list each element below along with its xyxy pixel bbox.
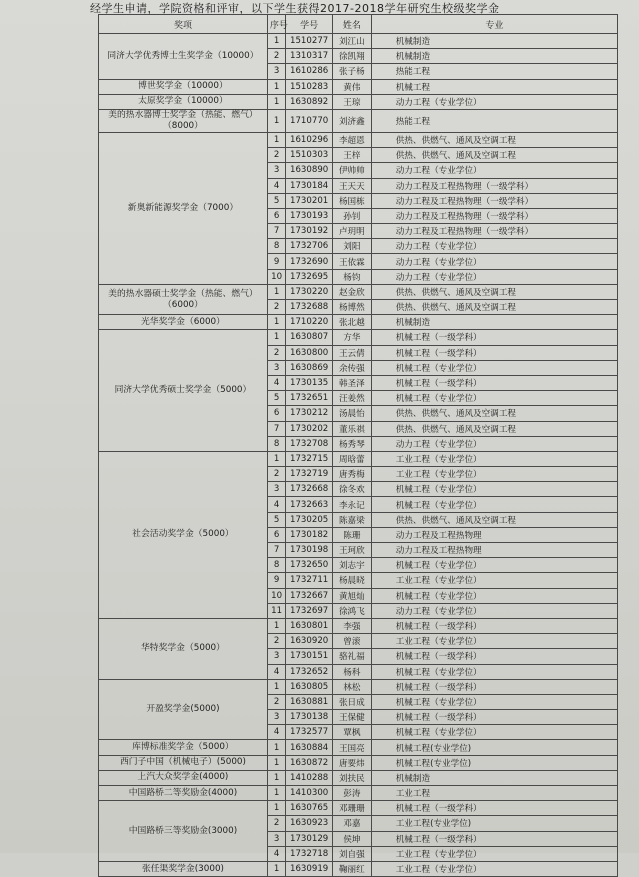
major-cell: 工业工程（专业学位） xyxy=(371,467,617,482)
major-cell: 动力工程及工程热物理 xyxy=(371,543,617,558)
student-id-cell: 1732697 xyxy=(286,603,333,618)
student-id-cell: 1730202 xyxy=(286,421,333,436)
student-id-cell: 1730198 xyxy=(286,543,333,558)
award-name: 新奥新能源奖学金（7000） xyxy=(99,132,268,284)
student-name-cell: 彭涛 xyxy=(333,786,372,801)
table-row xyxy=(99,801,618,816)
major-cell: 供热、供燃气、通风及空调工程 xyxy=(371,132,617,147)
header-seq: 序号 xyxy=(267,15,285,34)
seq-cell: 1 xyxy=(267,679,285,694)
student-name-cell: 余传强 xyxy=(333,360,372,375)
table-body xyxy=(99,34,618,877)
student-name-cell: 王梓 xyxy=(333,148,372,163)
seq-cell: 1 xyxy=(267,284,285,299)
seq-cell: 11 xyxy=(267,603,285,618)
seq-cell: 1 xyxy=(267,315,285,330)
major-cell: 机械制造 xyxy=(371,770,617,785)
student-name-cell: 鞠丽红 xyxy=(333,861,372,876)
student-id-cell: 1630800 xyxy=(286,345,333,360)
seq-cell: 9 xyxy=(267,254,285,269)
table-row xyxy=(99,79,618,94)
award-name: 博世奖学金（10000） xyxy=(99,79,268,94)
student-name-cell: 陈珊 xyxy=(333,527,372,542)
student-id-cell: 1730138 xyxy=(286,710,333,725)
student-id-cell: 1630892 xyxy=(286,94,333,109)
seq-cell: 1 xyxy=(267,330,285,345)
award-name: 张任渠奖学金(3000) xyxy=(99,861,268,876)
major-cell: 工业工程 xyxy=(371,786,617,801)
major-cell: 机械工程（一级学科） xyxy=(371,710,617,725)
seq-cell: 10 xyxy=(267,269,285,284)
award-name: 华特奖学金（5000） xyxy=(99,618,268,679)
student-name-cell: 王保健 xyxy=(333,710,372,725)
seq-cell: 8 xyxy=(267,436,285,451)
student-name-cell: 刘阳 xyxy=(333,239,372,254)
student-name-cell: 李永记 xyxy=(333,497,372,512)
student-name-cell: 王珂欣 xyxy=(333,543,372,558)
seq-cell: 1 xyxy=(267,740,285,755)
student-id-cell: 1732688 xyxy=(286,300,333,315)
student-id-cell: 1732652 xyxy=(286,664,333,679)
major-cell: 机械制造 xyxy=(371,49,617,64)
student-id-cell: 1610286 xyxy=(286,64,333,79)
table-row xyxy=(99,330,618,345)
student-name-cell: 张子杨 xyxy=(333,64,372,79)
student-id-cell: 1730201 xyxy=(286,193,333,208)
award-name: 同济大学优秀博士生奖学金（10000） xyxy=(99,34,268,80)
major-cell: 动力工程（专业学位） xyxy=(371,163,617,178)
student-name-cell: 黄旭灿 xyxy=(333,588,372,603)
student-id-cell: 1730212 xyxy=(286,406,333,421)
student-id-cell: 1732706 xyxy=(286,239,333,254)
seq-cell: 1 xyxy=(267,94,285,109)
student-id-cell: 1730129 xyxy=(286,831,333,846)
scholarship-table-container xyxy=(98,14,639,876)
student-name-cell: 骆礼福 xyxy=(333,649,372,664)
student-name-cell: 覃枫 xyxy=(333,725,372,740)
header-award: 奖项 xyxy=(99,15,268,34)
table-row xyxy=(99,679,618,694)
table-row xyxy=(99,861,618,876)
major-cell: 工业工程（专业学位） xyxy=(371,451,617,466)
table-row xyxy=(99,315,618,330)
student-name-cell: 黄伟 xyxy=(333,79,372,94)
student-name-cell: 邓珊珊 xyxy=(333,801,372,816)
seq-cell: 4 xyxy=(267,497,285,512)
seq-cell: 2 xyxy=(267,300,285,315)
student-id-cell: 1730193 xyxy=(286,208,333,223)
award-name: 美的热水器硕士奖学金（热能、燃气）（6000） xyxy=(99,284,268,314)
seq-cell: 2 xyxy=(267,816,285,831)
table-row xyxy=(99,284,618,299)
student-id-cell: 1410300 xyxy=(286,786,333,801)
student-name-cell: 杨博然 xyxy=(333,300,372,315)
seq-cell: 7 xyxy=(267,224,285,239)
student-id-cell: 1732719 xyxy=(286,467,333,482)
seq-cell: 4 xyxy=(267,178,285,193)
student-id-cell: 1630884 xyxy=(286,740,333,755)
student-name-cell: 王国亮 xyxy=(333,740,372,755)
student-name-cell: 王天天 xyxy=(333,178,372,193)
major-cell: 供热、供燃气、通风及空调工程 xyxy=(371,148,617,163)
student-name-cell: 曾滚 xyxy=(333,634,372,649)
student-id-cell: 1630869 xyxy=(286,360,333,375)
table-row xyxy=(99,740,618,755)
seq-cell: 1 xyxy=(267,109,285,132)
student-name-cell: 张北越 xyxy=(333,315,372,330)
award-name: 库博标准奖学金（5000） xyxy=(99,740,268,755)
student-id-cell: 1630923 xyxy=(286,816,333,831)
student-id-cell: 1730184 xyxy=(286,178,333,193)
student-name-cell: 杨晨晓 xyxy=(333,573,372,588)
major-cell: 机械工程（专业学位） xyxy=(371,497,617,512)
student-name-cell: 赵金欣 xyxy=(333,284,372,299)
seq-cell: 7 xyxy=(267,543,285,558)
student-name-cell: 王云倩 xyxy=(333,345,372,360)
major-cell: 供热、供燃气、通风及空调工程 xyxy=(371,421,617,436)
major-cell: 动力工程及工程热物理（一级学科） xyxy=(371,208,617,223)
seq-cell: 1 xyxy=(267,786,285,801)
seq-cell: 8 xyxy=(267,239,285,254)
seq-cell: 2 xyxy=(267,345,285,360)
award-name: 中国路桥三等奖励金(3000) xyxy=(99,801,268,862)
seq-cell: 10 xyxy=(267,588,285,603)
student-id-cell: 1310317 xyxy=(286,49,333,64)
student-id-cell: 1630920 xyxy=(286,634,333,649)
major-cell: 机械工程（一级学科） xyxy=(371,618,617,633)
student-id-cell: 1610296 xyxy=(286,132,333,147)
student-id-cell: 1730205 xyxy=(286,512,333,527)
seq-cell: 3 xyxy=(267,831,285,846)
table-row xyxy=(99,94,618,109)
table-row xyxy=(99,451,618,466)
major-cell: 机械工程（专业学位） xyxy=(371,588,617,603)
major-cell: 机械制造 xyxy=(371,34,617,49)
award-name: 西门子中国（机械电子）(5000) xyxy=(99,755,268,770)
seq-cell: 2 xyxy=(267,694,285,709)
seq-cell: 1 xyxy=(267,755,285,770)
major-cell: 热能工程 xyxy=(371,109,617,132)
major-cell: 动力工程及工程热物理（一级学科） xyxy=(371,193,617,208)
major-cell: 机械工程（专业学位） xyxy=(371,725,617,740)
table-row xyxy=(99,786,618,801)
table-row xyxy=(99,770,618,785)
student-name-cell: 韩圣泽 xyxy=(333,375,372,390)
major-cell: 机械制造 xyxy=(371,315,617,330)
major-cell: 工业工程（专业学位） xyxy=(371,573,617,588)
header-major: 专业 xyxy=(371,15,617,34)
student-id-cell: 1630807 xyxy=(286,330,333,345)
student-id-cell: 1732663 xyxy=(286,497,333,512)
student-name-cell: 杨国栋 xyxy=(333,193,372,208)
table-header-row xyxy=(99,15,618,34)
student-name-cell: 方华 xyxy=(333,330,372,345)
student-name-cell: 邓嘉 xyxy=(333,816,372,831)
student-name-cell: 李超恩 xyxy=(333,132,372,147)
seq-cell: 2 xyxy=(267,634,285,649)
major-cell: 机械工程(专业学位) xyxy=(371,740,617,755)
student-id-cell: 1710220 xyxy=(286,315,333,330)
student-name-cell: 伊帅帅 xyxy=(333,163,372,178)
major-cell: 动力工程（专业学位） xyxy=(371,254,617,269)
seq-cell: 5 xyxy=(267,512,285,527)
seq-cell: 3 xyxy=(267,649,285,664)
award-name: 同济大学优秀硕士奖学金（5000） xyxy=(99,330,268,452)
student-id-cell: 1732668 xyxy=(286,482,333,497)
student-id-cell: 1732651 xyxy=(286,391,333,406)
seq-cell: 1 xyxy=(267,79,285,94)
major-cell: 动力工程及工程热物理（一级学科） xyxy=(371,178,617,193)
major-cell: 工业工程(专业学位) xyxy=(371,816,617,831)
major-cell: 工业工程（专业学位） xyxy=(371,846,617,861)
student-name-cell: 侯坤 xyxy=(333,831,372,846)
student-name-cell: 王依霖 xyxy=(333,254,372,269)
student-name-cell: 陈嘉梁 xyxy=(333,512,372,527)
table-row xyxy=(99,755,618,770)
award-name: 中国路桥二等奖励金(4000) xyxy=(99,786,268,801)
major-cell: 供热、供燃气、通风及空调工程 xyxy=(371,406,617,421)
major-cell: 工业工程（专业学位） xyxy=(371,634,617,649)
student-name-cell: 唐要炜 xyxy=(333,755,372,770)
student-id-cell: 1730151 xyxy=(286,649,333,664)
major-cell: 供热、供燃气、通风及空调工程 xyxy=(371,300,617,315)
major-cell: 机械工程（一级学科） xyxy=(371,649,617,664)
student-name-cell: 刘江山 xyxy=(333,34,372,49)
seq-cell: 3 xyxy=(267,64,285,79)
seq-cell: 5 xyxy=(267,193,285,208)
table-row xyxy=(99,34,618,49)
student-id-cell: 1630805 xyxy=(286,679,333,694)
seq-cell: 3 xyxy=(267,360,285,375)
seq-cell: 6 xyxy=(267,208,285,223)
student-name-cell: 王琼 xyxy=(333,94,372,109)
seq-cell: 3 xyxy=(267,482,285,497)
award-name: 社会活动奖学金（5000） xyxy=(99,451,268,618)
student-name-cell: 周晗蕾 xyxy=(333,451,372,466)
intro-text: 经学生申请，学院资格和评审，以下学生获得2017-2018学年研究生校级奖学金 xyxy=(90,2,500,15)
major-cell: 机械工程（一级学科） xyxy=(371,679,617,694)
seq-cell: 1 xyxy=(267,801,285,816)
header-name: 姓名 xyxy=(333,15,372,34)
table-row xyxy=(99,618,618,633)
major-cell: 机械工程（专业学位） xyxy=(371,482,617,497)
student-name-cell: 杨秀琴 xyxy=(333,436,372,451)
student-id-cell: 1732667 xyxy=(286,588,333,603)
major-cell: 机械工程（专业学位） xyxy=(371,664,617,679)
student-name-cell: 林松 xyxy=(333,679,372,694)
student-name-cell: 刘扶民 xyxy=(333,770,372,785)
major-cell: 机械工程（专业学位） xyxy=(371,694,617,709)
table-row xyxy=(99,109,618,132)
seq-cell: 2 xyxy=(267,49,285,64)
major-cell: 动力工程（专业学位） xyxy=(371,603,617,618)
award-name: 美的热水器博士奖学金（热能、燃气）（8000） xyxy=(99,109,268,132)
major-cell: 机械工程（一级学科） xyxy=(371,345,617,360)
seq-cell: 2 xyxy=(267,148,285,163)
major-cell: 动力工程及工程热物理（一级学科） xyxy=(371,224,617,239)
major-cell: 工业工程（专业学位） xyxy=(371,861,617,876)
major-cell: 机械工程（专业学位） xyxy=(371,391,617,406)
table-row xyxy=(99,132,618,147)
student-id-cell: 1730220 xyxy=(286,284,333,299)
student-id-cell: 1510303 xyxy=(286,148,333,163)
seq-cell: 3 xyxy=(267,163,285,178)
seq-cell: 5 xyxy=(267,391,285,406)
seq-cell: 7 xyxy=(267,421,285,436)
student-name-cell: 刘自强 xyxy=(333,846,372,861)
student-id-cell: 1630801 xyxy=(286,618,333,633)
student-name-cell: 汤晨怡 xyxy=(333,406,372,421)
student-name-cell: 杨科 xyxy=(333,664,372,679)
major-cell: 供热、供燃气、通风及空调工程 xyxy=(371,284,617,299)
award-name: 太原奖学金（10000） xyxy=(99,94,268,109)
seq-cell: 1 xyxy=(267,618,285,633)
student-id-cell: 1732711 xyxy=(286,573,333,588)
seq-cell: 3 xyxy=(267,710,285,725)
student-name-cell: 孙钊 xyxy=(333,208,372,223)
student-id-cell: 1630919 xyxy=(286,861,333,876)
student-id-cell: 1410288 xyxy=(286,770,333,785)
seq-cell: 4 xyxy=(267,846,285,861)
major-cell: 机械工程（一级学科） xyxy=(371,330,617,345)
student-name-cell: 刘志宇 xyxy=(333,558,372,573)
student-name-cell: 徐冬欢 xyxy=(333,482,372,497)
major-cell: 动力工程及工程热物理 xyxy=(371,527,617,542)
seq-cell: 8 xyxy=(267,558,285,573)
major-cell: 机械工程 xyxy=(371,79,617,94)
major-cell: 机械工程（专业学位） xyxy=(371,360,617,375)
student-id-cell: 1510277 xyxy=(286,34,333,49)
student-id-cell: 1710770 xyxy=(286,109,333,132)
seq-cell: 9 xyxy=(267,573,285,588)
major-cell: 机械工程（一级学科） xyxy=(371,801,617,816)
major-cell: 动力工程（专业学位） xyxy=(371,94,617,109)
seq-cell: 1 xyxy=(267,451,285,466)
student-name-cell: 李强 xyxy=(333,618,372,633)
student-id-cell: 1730192 xyxy=(286,224,333,239)
student-id-cell: 1732650 xyxy=(286,558,333,573)
major-cell: 机械工程（一级学科） xyxy=(371,375,617,390)
student-id-cell: 1732695 xyxy=(286,269,333,284)
major-cell: 动力工程（专业学位） xyxy=(371,436,617,451)
student-id-cell: 1730182 xyxy=(286,527,333,542)
student-id-cell: 1510283 xyxy=(286,79,333,94)
major-cell: 机械工程（一级学科） xyxy=(371,831,617,846)
award-name: 上汽大众奖学金(4000) xyxy=(99,770,268,785)
student-id-cell: 1732718 xyxy=(286,846,333,861)
student-name-cell: 汪姜然 xyxy=(333,391,372,406)
student-name-cell: 董乐祺 xyxy=(333,421,372,436)
award-name: 开盈奖学金(5000) xyxy=(99,679,268,740)
seq-cell: 1 xyxy=(267,770,285,785)
student-id-cell: 1732715 xyxy=(286,451,333,466)
student-id-cell: 1630872 xyxy=(286,755,333,770)
student-name-cell: 卢玥明 xyxy=(333,224,372,239)
student-name-cell: 杨钧 xyxy=(333,269,372,284)
student-name-cell: 徐凯翔 xyxy=(333,49,372,64)
student-name-cell: 唐秀梅 xyxy=(333,467,372,482)
seq-cell: 2 xyxy=(267,467,285,482)
seq-cell: 4 xyxy=(267,375,285,390)
major-cell: 热能工程 xyxy=(371,64,617,79)
seq-cell: 1 xyxy=(267,132,285,147)
student-id-cell: 1732690 xyxy=(286,254,333,269)
student-id-cell: 1730135 xyxy=(286,375,333,390)
seq-cell: 6 xyxy=(267,406,285,421)
student-id-cell: 1732708 xyxy=(286,436,333,451)
award-name: 光华奖学金（6000） xyxy=(99,315,268,330)
student-id-cell: 1630765 xyxy=(286,801,333,816)
student-id-cell: 1732577 xyxy=(286,725,333,740)
seq-cell: 4 xyxy=(267,725,285,740)
major-cell: 动力工程（专业学位） xyxy=(371,239,617,254)
scholarship-table xyxy=(98,14,618,877)
student-name-cell: 张日成 xyxy=(333,694,372,709)
student-name-cell: 刘济鑫 xyxy=(333,109,372,132)
student-name-cell: 徐鸿飞 xyxy=(333,603,372,618)
seq-cell: 1 xyxy=(267,34,285,49)
major-cell: 供热、供燃气、通风及空调工程 xyxy=(371,512,617,527)
student-id-cell: 1630881 xyxy=(286,694,333,709)
header-id: 学号 xyxy=(286,15,333,34)
seq-cell: 6 xyxy=(267,527,285,542)
major-cell: 机械工程（专业学位） xyxy=(371,558,617,573)
seq-cell: 1 xyxy=(267,861,285,876)
student-id-cell: 1630890 xyxy=(286,163,333,178)
major-cell: 机械工程(专业学位) xyxy=(371,755,617,770)
major-cell: 动力工程（专业学位） xyxy=(371,269,617,284)
seq-cell: 4 xyxy=(267,664,285,679)
